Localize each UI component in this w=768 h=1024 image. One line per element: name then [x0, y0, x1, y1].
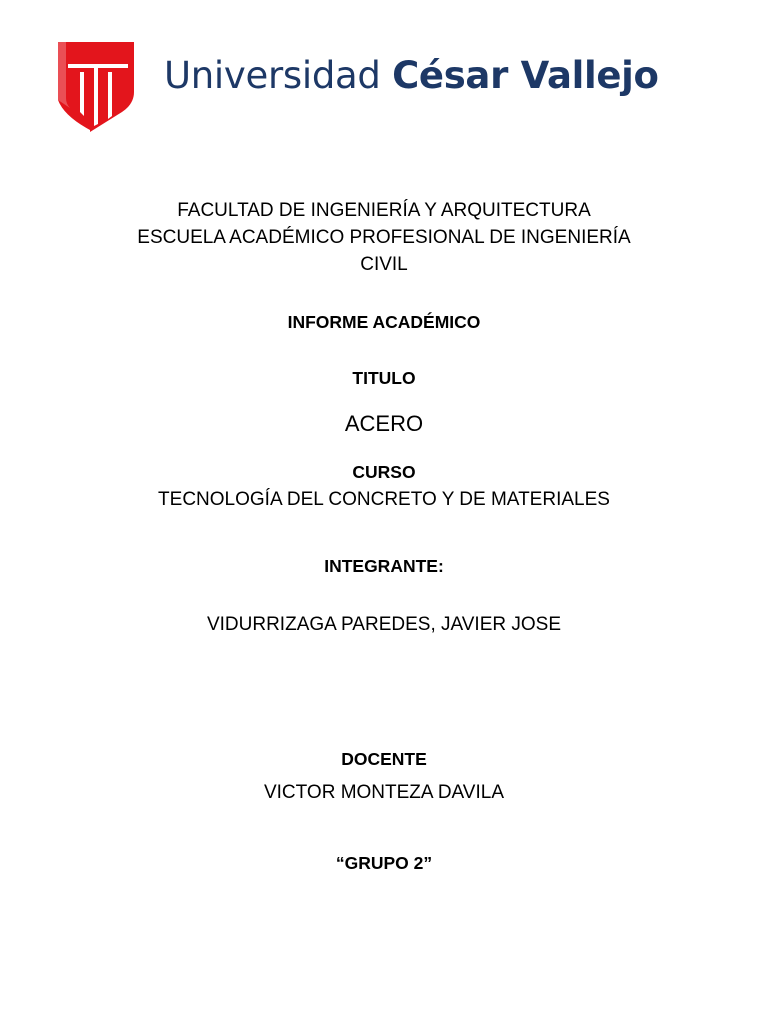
faculty-line-1: FACULTAD DE INGENIERÍA Y ARQUITECTURA [177, 200, 591, 221]
report-type: INFORME ACADÉMICO [287, 312, 481, 332]
university-name-light: Universidad [164, 54, 393, 97]
course-label: CURSO [352, 462, 416, 482]
group-label: “GRUPO 2” [335, 853, 433, 873]
faculty-line-3: CIVIL [360, 254, 408, 275]
members-label: INTEGRANTE: [324, 556, 444, 576]
university-name [164, 50, 659, 102]
course-value: TECNOLOGÍA DEL CONCRETO Y DE MATERIALES [158, 489, 610, 510]
teacher-label: DOCENTE [341, 749, 427, 769]
title-label: TITULO [352, 368, 416, 388]
university-name-bold: César Vallejo [392, 54, 659, 97]
members-value: VIDURRIZAGA PAREDES, JAVIER JOSE [206, 614, 562, 635]
university-logo [56, 42, 716, 134]
shield-icon [56, 42, 136, 132]
title-value: ACERO [344, 411, 424, 436]
teacher-value: VICTOR MONTEZA DAVILA [263, 782, 504, 803]
faculty-line-2: ESCUELA ACADÉMICO PROFESIONAL DE INGENIERÍA [137, 227, 631, 248]
